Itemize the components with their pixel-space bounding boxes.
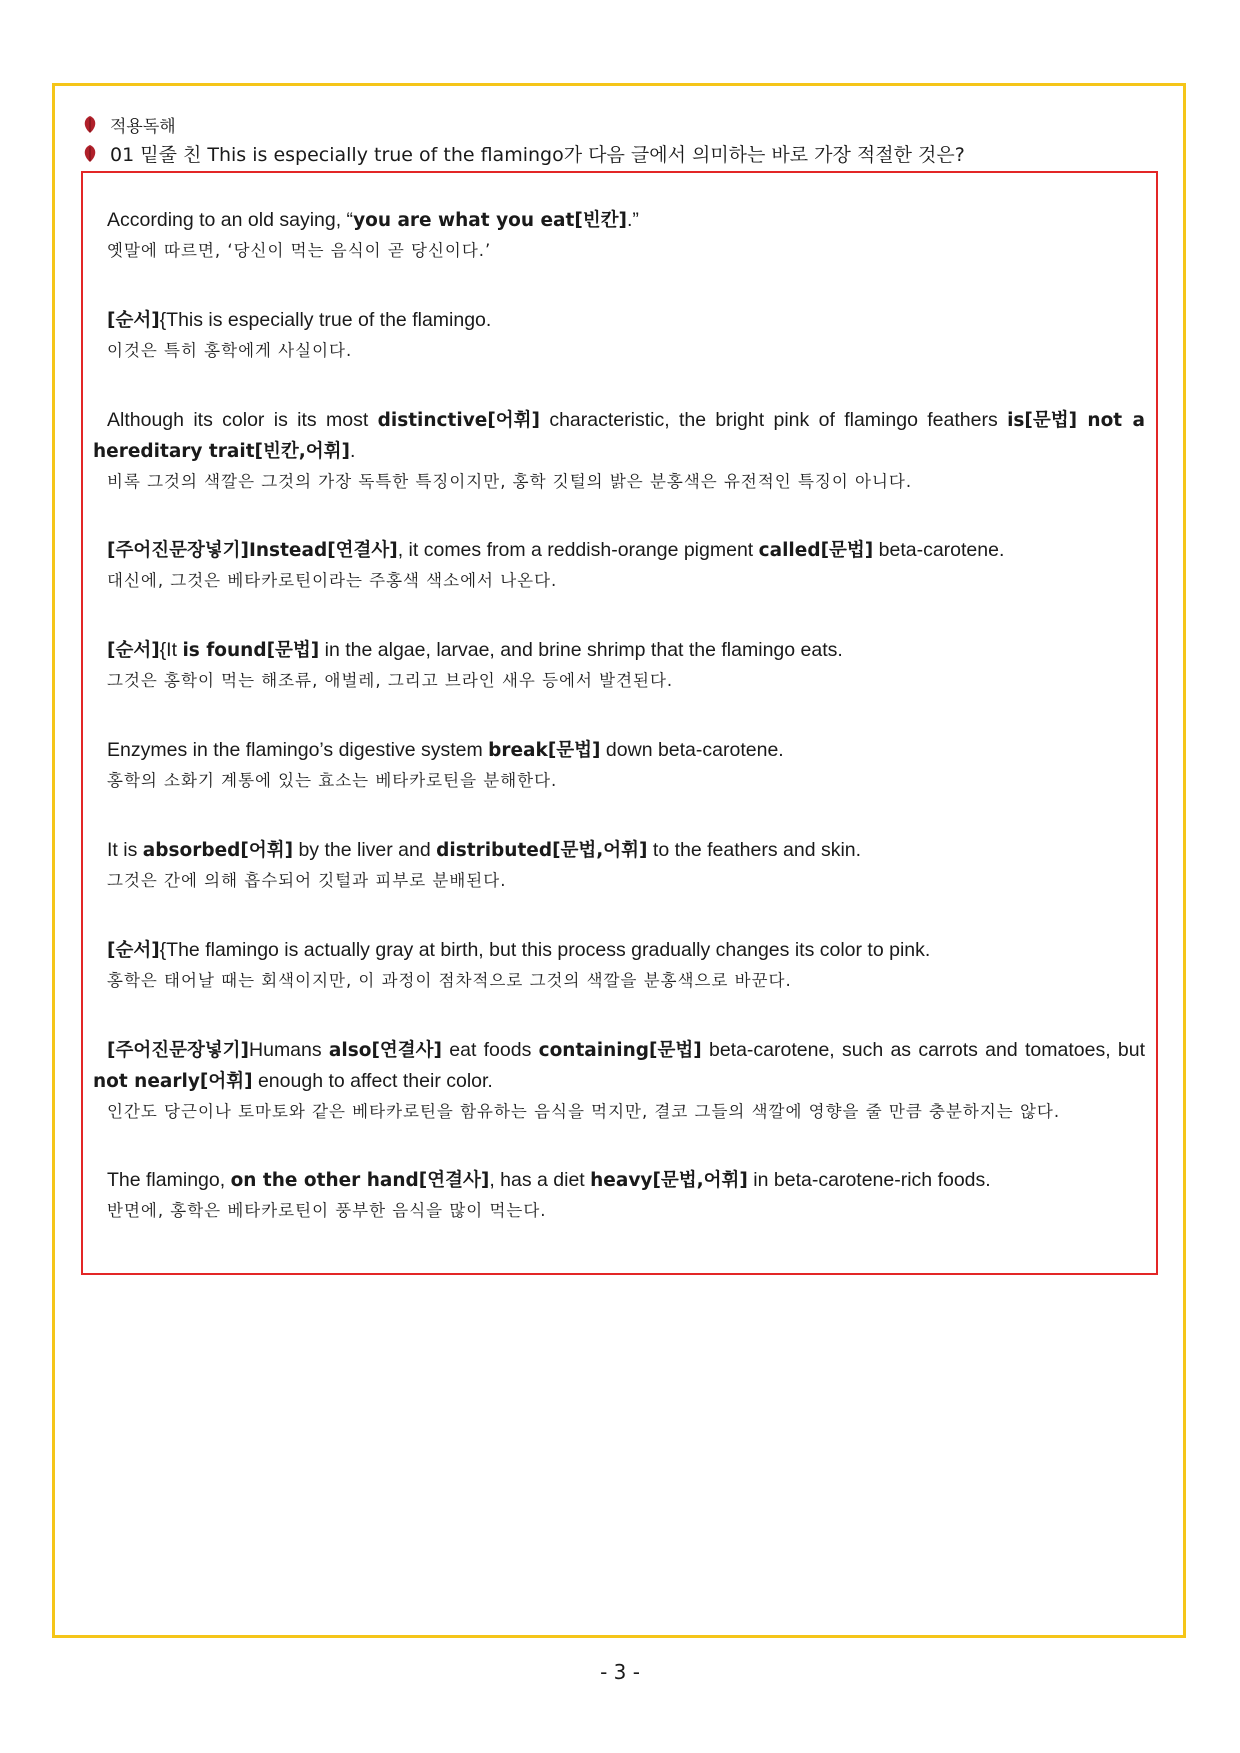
annotated-phrase: you are what you eat[빈칸]: [353, 210, 627, 231]
english-sentence: [93, 1165, 1145, 1196]
sentence-text: According to an old saying, “: [107, 209, 354, 231]
sentence-block: [93, 635, 1145, 694]
sentence-block: [93, 1165, 1145, 1224]
sentence-text: {The flamingo is actually gray at birth, but this process gradually changes its color to pink.: [159, 939, 931, 961]
sentence-text: to the feathers and skin.: [647, 839, 862, 861]
sentence-block: [93, 405, 1145, 495]
korean-translation: 그것은 홍학이 먹는 해조류, 애벌레, 그리고 브라인 새우 등에서 발견된다.: [107, 671, 674, 690]
sentence-text: .”: [626, 209, 639, 231]
english-sentence: [93, 835, 1145, 866]
english-sentence: [93, 735, 1145, 766]
sentence-text: Humans: [249, 1039, 329, 1061]
sentence-text: enough to affect their color.: [252, 1070, 493, 1092]
english-sentence: [93, 935, 1145, 966]
annotated-phrase: called[문법]: [758, 540, 874, 561]
annotated-phrase: [순서]: [107, 940, 160, 961]
question-text: 01 밑줄 친 This is especially true of the flamingo가 다음 글에서 의미하는 바로 가장 적절한 것은?: [110, 144, 965, 166]
sentence-block: [93, 835, 1145, 894]
sentence-text: in beta-carotene-rich foods.: [747, 1169, 991, 1191]
sentence-text: {It: [159, 639, 183, 661]
section-title-row: [82, 112, 176, 137]
korean-translation: 홍학은 태어날 때는 회색이지만, 이 과정이 점차적으로 그것의 색깔을 분홍색으로 바꾼다.: [107, 971, 792, 990]
red-leaf-bullet-icon: [82, 115, 98, 134]
korean-translation: 비록 그것의 색깔은 그것의 가장 독특한 특징이지만, 홍학 깃털의 밝은 분홍색은 유전적인 특징이 아니다.: [107, 472, 913, 491]
korean-translation: 홍학의 소화기 계통에 있는 효소는 베타카로틴을 분해한다.: [107, 771, 558, 790]
sentence-text: It is: [107, 839, 143, 861]
annotated-phrase: containing[문법]: [538, 1040, 702, 1061]
annotated-phrase: distributed[문법,어휘]: [436, 840, 648, 861]
english-sentence: [93, 1035, 1145, 1097]
annotated-phrase: on the other hand[연결사]: [230, 1170, 490, 1191]
sentence-text: in the algae, larvae, and brine shrimp that the flamingo eats.: [319, 639, 843, 661]
annotated-phrase: is[문법] not a hereditary trait[빈칸,어휘]: [93, 410, 1145, 462]
sentence-block: [93, 935, 1145, 994]
annotated-phrase: [순서]: [107, 640, 160, 661]
annotated-phrase: [순서]: [107, 310, 160, 331]
sentence-text: by the liver and: [293, 839, 437, 861]
sentence-text: The flamingo,: [107, 1169, 231, 1191]
annotated-phrase: distinctive[어휘]: [377, 410, 540, 431]
english-sentence: [93, 635, 1145, 666]
sentence-text: .: [349, 440, 356, 462]
sentence-text: , has a diet: [489, 1169, 591, 1191]
sentence-text: , it comes from a reddish-orange pigment: [397, 539, 759, 561]
question-row: [82, 140, 965, 167]
annotated-phrase: absorbed[어휘]: [142, 840, 294, 861]
page-number: - 3 -: [600, 1660, 640, 1684]
annotated-phrase: break[문법]: [488, 740, 601, 761]
sentence-text: beta-carotene, such as carrots and tomatoes, but: [701, 1039, 1145, 1061]
korean-translation: 반면에, 홍학은 베타카로틴이 풍부한 음식을 많이 먹는다.: [107, 1201, 547, 1220]
korean-translation: 이것은 특히 홍학에게 사실이다.: [107, 341, 353, 360]
korean-translation: 그것은 간에 의해 흡수되어 깃털과 피부로 분배된다.: [107, 871, 507, 890]
sentence-block: [93, 1035, 1145, 1125]
annotated-phrase: [주어진문장넣기]: [107, 1040, 250, 1061]
sentence-text: {This is especially true of the flamingo.: [159, 309, 492, 331]
korean-translation: 인간도 당근이나 토마토와 같은 베타카로틴을 함유하는 음식을 먹지만, 결코 그들의 색깔에 영향을 줄 만큼 충분하지는 않다.: [107, 1102, 1061, 1121]
section-title: 적용독해: [110, 117, 176, 137]
annotated-phrase: not nearly[어휘]: [93, 1071, 253, 1092]
annotated-phrase: also[연결사]: [328, 1040, 442, 1061]
english-sentence: [93, 535, 1145, 566]
red-leaf-bullet-icon: [82, 144, 98, 163]
sentence-block: [93, 205, 1145, 264]
annotated-phrase: is found[문법]: [182, 640, 320, 661]
korean-translation: 대신에, 그것은 베타카로틴이라는 주홍색 색소에서 나온다.: [107, 571, 558, 590]
sentence-text: characteristic, the bright pink of flamingo feathers: [539, 409, 1008, 431]
korean-translation: 옛말에 따르면, ‘당신이 먹는 음식이 곧 당신이다.’: [107, 241, 492, 260]
sentence-text: Although its color is its most: [107, 409, 378, 431]
english-sentence: [93, 205, 1145, 236]
sentence-text: beta-carotene.: [873, 539, 1005, 561]
annotated-phrase: [주어진문장넣기]Instead[연결사]: [107, 540, 398, 561]
sentence-text: Enzymes in the flamingo’s digestive system: [107, 739, 489, 761]
sentence-block: [93, 535, 1145, 594]
sentence-text: eat foods: [441, 1039, 539, 1061]
sentence-block: [93, 735, 1145, 794]
sentence-block: [93, 305, 1145, 364]
english-sentence: [93, 305, 1145, 336]
english-sentence: [93, 405, 1145, 467]
annotated-phrase: heavy[문법,어휘]: [590, 1170, 748, 1191]
sentence-text: down beta-carotene.: [600, 739, 784, 761]
